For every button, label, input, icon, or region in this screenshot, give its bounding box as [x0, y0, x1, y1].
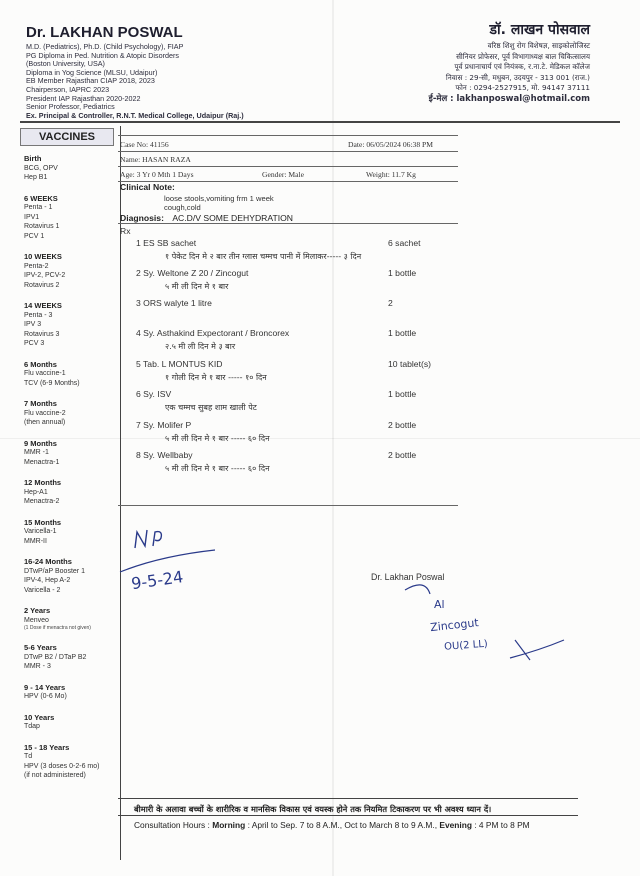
- hindi-line: निवास : 29-सी, मधुबन, उदयपुर - 313 001 (राज.): [445, 72, 590, 82]
- consultation-hours: [134, 820, 530, 830]
- vaccine-item: Menactra-1: [24, 458, 60, 466]
- rx-quantity: 6 sachet: [388, 238, 421, 248]
- vaccine-item: (then annual): [24, 419, 66, 426]
- printed-signature: Dr. Lakhan Poswal: [371, 572, 445, 582]
- diagnosis-value: AC.D/V SOME DEHYDRATION: [172, 213, 293, 223]
- rx-quantity: 2 bottle: [388, 450, 417, 460]
- vaccine-group: [24, 606, 124, 632]
- rx-medicine: 3 ORS walyte 1 litre: [136, 298, 212, 308]
- vaccine-note: (1 Dose if menactra not given): [24, 625, 91, 631]
- rx-quantity: 2 bottle: [388, 420, 417, 430]
- vaccine-item: TCV (6-9 Months): [24, 379, 80, 387]
- evening-label: Evening: [439, 820, 472, 830]
- vaccine-age-title: 16-24 Months: [24, 557, 72, 566]
- vaccine-group: [24, 154, 124, 183]
- rx-quantity: 1 bottle: [388, 268, 417, 278]
- rx-medicine: 4 Sy. Asthakind Expectorant / Broncorex: [136, 328, 290, 338]
- vaccine-group: [24, 743, 124, 781]
- vaccine-group: [24, 683, 124, 702]
- vaccine-age-title: 15 - 18 Years: [24, 742, 70, 752]
- vaccine-item: Rotavirus 2: [24, 281, 60, 289]
- vaccine-item: Rotavirus 3: [24, 330, 60, 338]
- qualification-line: President IAP Rajasthan 2020-2022: [26, 93, 141, 103]
- hindi-line: वरिष्ठ शिशु रोग विशेषज्ञ, साइकोलोजिस्ट: [487, 41, 590, 50]
- rx-instruction: एक चम्मच सुबह शाम खाली पेट: [165, 403, 257, 412]
- footer-divider: [118, 815, 578, 816]
- case-number: Case No: 41156: [120, 140, 169, 149]
- vaccine-item: DTwP/aP Booster 1: [24, 567, 85, 575]
- qualification-line: EB Member Rajasthan CIAP 2018, 2023: [26, 76, 155, 86]
- clinical-note-line: cough,cold: [164, 203, 201, 212]
- vaccine-item: Varicella-1: [24, 528, 57, 535]
- qualification-line: Diploma in Yog Science (MLSU, Udaipur): [26, 67, 158, 77]
- vaccine-age-title: 7 Months: [24, 399, 57, 408]
- qualification-line: (Boston University, USA): [26, 59, 105, 69]
- rx-quantity: 1 bottle: [388, 389, 417, 399]
- rx-quantity: 1 bottle: [388, 328, 417, 338]
- vaccine-age-title: Birth: [24, 154, 42, 163]
- clinical-note-line: loose stools,vomiting frm 1 week: [164, 194, 274, 203]
- vaccine-item: HPV (3 doses 0-2-6 mo): [24, 762, 100, 770]
- row-divider: [118, 151, 458, 152]
- vaccine-age-title: 15 Months: [24, 517, 62, 527]
- patient-box-top: [118, 135, 458, 136]
- vaccine-item: Varicella - 2: [24, 586, 61, 594]
- email-line: ई-मेल : lakhanposwal@hotmail.com: [428, 93, 590, 104]
- vaccine-item: Menveo: [24, 616, 49, 624]
- patient-weight: Weight: 11.7 Kg: [366, 170, 416, 179]
- vaccine-item: Hep-A1: [24, 488, 48, 496]
- vaccine-item: Rotavirus 1: [24, 223, 60, 230]
- handwritten-line-2: Zincogut: [429, 616, 480, 635]
- row-divider: [118, 166, 458, 167]
- rx-quantity: 2: [388, 298, 393, 308]
- hindi-details: [290, 41, 590, 105]
- qualification-line: Senior Professor, Pediatrics: [26, 102, 115, 112]
- vaccine-group: [24, 360, 124, 389]
- vaccine-age-title: 6 WEEKS: [24, 193, 58, 203]
- vaccine-item: PCV 1: [24, 232, 45, 240]
- vaccine-item: IPV-2, PCV-2: [24, 272, 66, 279]
- vaccine-item: Menactra-2: [24, 498, 60, 505]
- vaccine-item: IPV 3: [24, 321, 42, 328]
- evening-hours: : 4 PM to 8 PM: [471, 820, 530, 830]
- handwritten-date: 9-5-24: [129, 567, 185, 594]
- diagnosis-label: Diagnosis:: [120, 213, 164, 223]
- vaccine-item: Penta - 1: [24, 204, 53, 211]
- vaccine-group: [24, 194, 124, 242]
- diagnosis-divider: [118, 223, 458, 224]
- vaccine-age-title: 9 - 14 Years: [24, 682, 66, 692]
- letterhead-hindi: [290, 20, 590, 105]
- clinical-note-label: Clinical Note:: [120, 182, 175, 192]
- prescription-end-divider: [118, 505, 458, 506]
- vaccine-item: Penta-2: [24, 262, 49, 270]
- rx-medicine: 5 Tab. L MONTUS KID: [136, 359, 223, 369]
- vaccine-group: [24, 252, 124, 290]
- vaccine-item: HPV (0-6 Mo): [24, 693, 67, 700]
- vaccine-item: IPV-4, Hep A-2: [24, 577, 71, 584]
- vaccine-group: [24, 478, 124, 507]
- rx-instruction: ५ मी ली दिन मे १ बार ----- ६० दिन: [165, 434, 270, 443]
- vaccine-item: Penta - 3: [24, 311, 53, 319]
- vaccine-item: BCG, OPV: [24, 164, 58, 172]
- doctor-name-hindi: डॉ. लाखन पोसवाल: [489, 22, 590, 38]
- vaccine-sidebar: [16, 126, 121, 860]
- vaccine-item: MMR-II: [24, 537, 47, 545]
- vaccine-item: IPV1: [24, 213, 40, 221]
- rx-instruction: १ पेकेट दिन मे २ बार तीन ग्लास चम्मच पानी में मिलाकर----- ३ दिन: [165, 252, 362, 261]
- vaccines-title: VACCINES: [20, 128, 114, 146]
- footer-hindi-note: बीमारी के अलावा बच्चों के शारीरिक व मानसिक विकास एवं वयस्क होने तक नियमित टिकाकरण पर भी अवश्य ध्यान दें।: [134, 804, 492, 814]
- header-divider: [20, 121, 620, 123]
- vaccine-group: [24, 439, 124, 468]
- vaccine-age-title: 9 Months: [24, 438, 57, 448]
- vaccine-group: [24, 557, 124, 595]
- rx-medicine: 2 Sy. Weltone Z 20 / Zincogut: [136, 268, 249, 278]
- hindi-line: सीनियर प्रोफेसर, पूर्व विभागाध्यक्ष बाल चिकित्सालय: [456, 51, 590, 61]
- vaccine-age-title: 10 WEEKS: [24, 252, 62, 261]
- morning-label: Morning: [212, 820, 246, 830]
- doctor-name: Dr. LAKHAN POSWAL: [26, 24, 183, 41]
- vaccine-item: DTwP B2 / DTaP B2: [24, 653, 87, 661]
- vaccine-age-title: 2 Years: [24, 606, 51, 615]
- qualification-line: M.D. (Pediatrics), Ph.D. (Child Psychology), FIAP: [26, 42, 184, 51]
- vaccine-group: [24, 643, 124, 672]
- vaccine-age-title: 12 Months: [24, 478, 62, 487]
- rx-instruction: ५ मी ली दिन मे १ बार ----- ६० दिन: [165, 464, 270, 473]
- rx-medicine: 1 ES SB sachet: [136, 238, 197, 248]
- clinical-note-text: [164, 194, 274, 212]
- handwritten-line-3: OU(2 LL): [443, 638, 489, 653]
- vaccine-age-title: 6 Months: [24, 359, 57, 369]
- vaccine-item: MMR - 3: [24, 663, 51, 670]
- diagnosis-row: [120, 213, 293, 223]
- qualification-line-bold: Ex. Principal & Controller, R.N.T. Medical College, Udaipur (Raj.): [26, 110, 244, 120]
- vaccine-age-title: 14 WEEKS: [24, 301, 62, 310]
- patient-name: Name: HASAN RAZA: [120, 155, 191, 164]
- vaccine-item: Hep B1: [24, 174, 48, 181]
- qualification-line: Chairperson, IAPRC 2023: [26, 84, 110, 94]
- vaccine-item: Tdap: [24, 723, 40, 730]
- qualification-line: PG Diploma in Ped. Nutrition & Atopic Disorders: [26, 50, 179, 60]
- footer-divider: [118, 798, 578, 799]
- rx-quantity: 10 tablet(s): [388, 359, 431, 369]
- rx-instruction: २.५ मी ली दिन मे ३ बार: [165, 342, 236, 351]
- vaccine-age-title: 10 Years: [24, 712, 55, 722]
- rx-label: Rx: [120, 226, 131, 236]
- vaccine-item: Td: [24, 753, 33, 760]
- patient-gender: Gender: Male: [262, 170, 304, 179]
- hours-label: Consultation Hours :: [134, 820, 213, 830]
- hindi-line: पूर्व प्रधानाचार्य एवं नियंत्रक, र.ना.टे. मेडिकल कॉलेज: [454, 62, 590, 72]
- rx-medicine: 8 Sy. Wellbaby: [136, 450, 193, 460]
- vaccine-item: MMR -1: [24, 449, 49, 456]
- rx-medicine: 6 Sy. ISV: [136, 389, 172, 399]
- rx-instruction: ५ मी ली दिन मे १ बार: [165, 282, 229, 291]
- vaccine-schedule-list: [24, 154, 124, 792]
- vaccine-group: [24, 518, 124, 547]
- vaccine-group: [24, 301, 124, 349]
- rx-instruction: १ गोली दिन मे १ बार ----- १० दिन: [165, 373, 267, 382]
- rx-medicine: 7 Sy. Molifer P: [136, 420, 192, 430]
- handwritten-line-1: Al: [434, 598, 445, 611]
- vaccine-item: Flu vaccine-2: [24, 409, 66, 417]
- vaccine-item: Flu vaccine-1: [24, 370, 66, 377]
- morning-hours: : April to Sep. 7 to 8 A.M., Oct to March 8 to 9 A.M.,: [245, 820, 440, 830]
- handwritten-note-right: [400, 580, 570, 680]
- hindi-line: फोन : 0294-2527915, मो. 94147 37111: [455, 83, 590, 93]
- vaccine-group: [24, 713, 124, 732]
- visit-date: Date: 06/05/2024 06:38 PM: [348, 140, 434, 149]
- vaccine-item: (if not administered): [24, 772, 86, 779]
- patient-age: Age: 3 Yr 0 Mth 1 Days: [120, 170, 194, 179]
- vaccine-item: PCV 3: [24, 340, 45, 347]
- handwritten-note-np-date: [115, 520, 225, 595]
- vaccine-age-title: 5-6 Years: [24, 643, 57, 652]
- vaccine-group: [24, 399, 124, 428]
